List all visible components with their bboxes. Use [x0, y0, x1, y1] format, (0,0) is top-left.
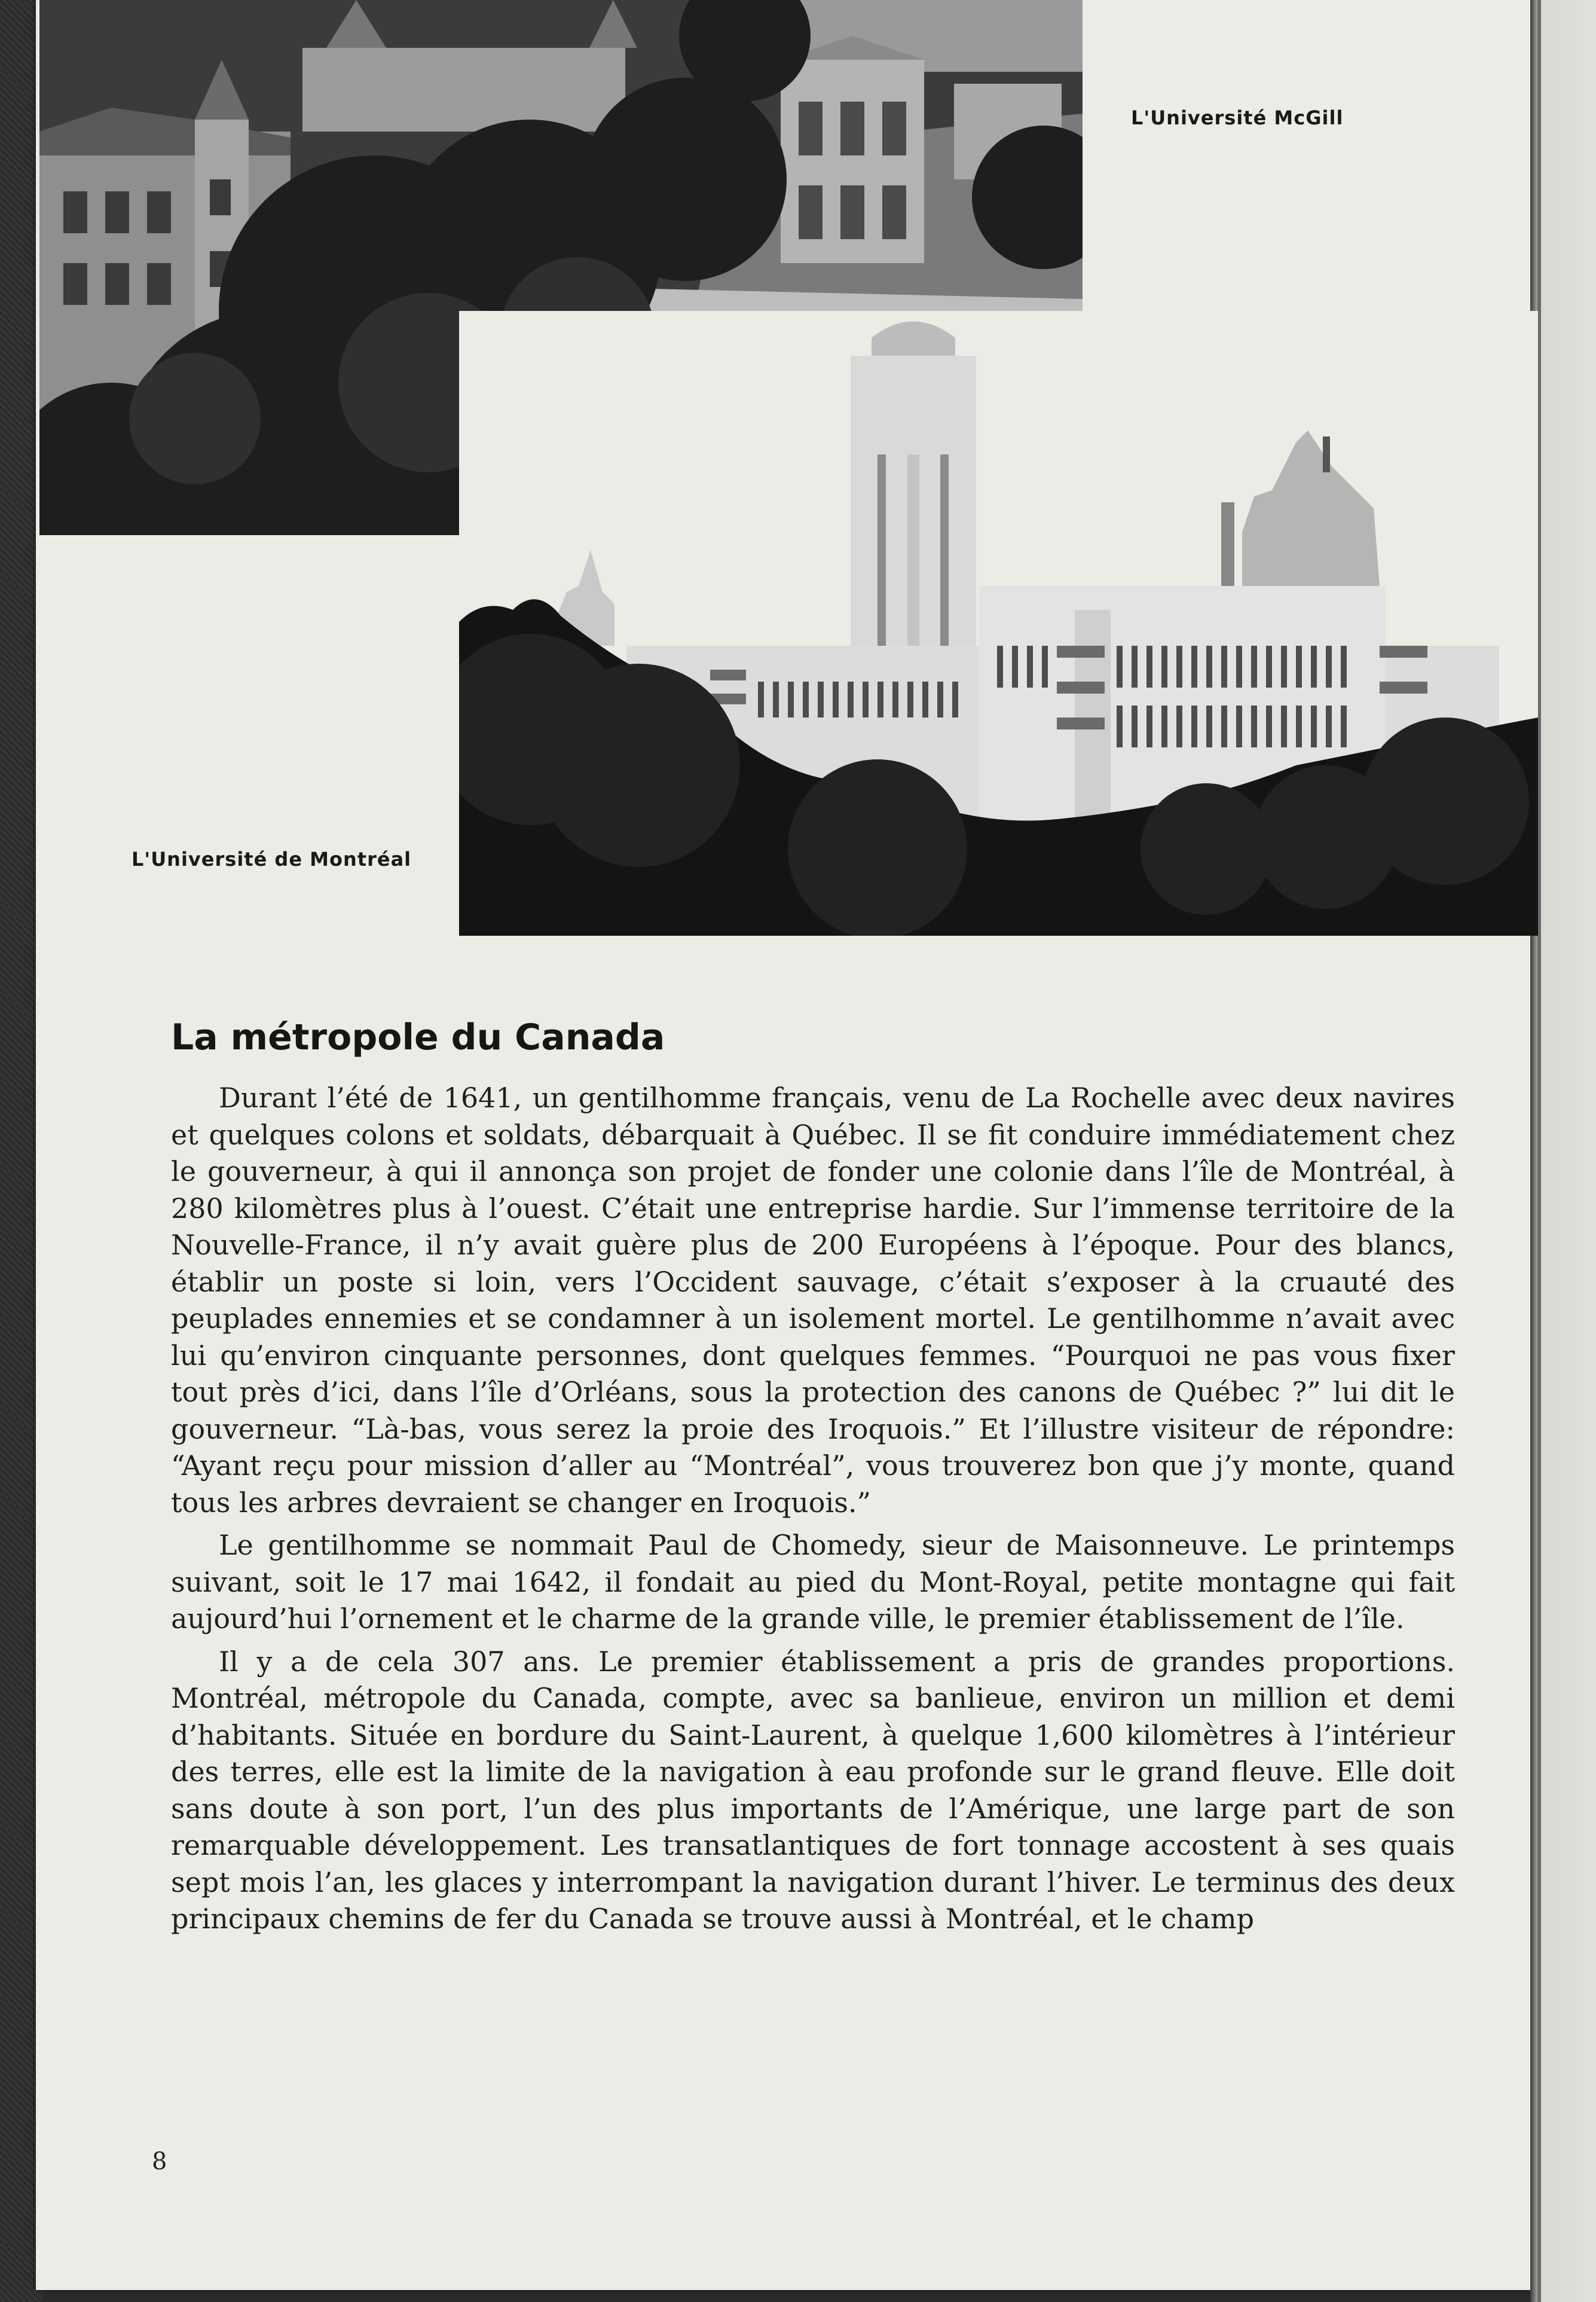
caption-universite-de-montreal: L'Université de Montréal — [132, 848, 412, 871]
page-number: 8 — [152, 2148, 167, 2175]
caption-mcgill: L'Université McGill — [1131, 106, 1344, 129]
photo-universite-de-montreal — [459, 311, 1538, 936]
article-paragraph: Il y a de cela 307 ans. Le premier établissement a pris de grandes proportions. Montréal, métropole du Canada, compte, avec sa banlieue, environ un million et demi d’habitants. Située en bordure du Saint-Laurent, à quelque 1,600 kilomètres à l’intérieur des terres, elle est la limite de la navigation à eau profonde sur le grand fleuve. Elle doit sans doute à son port, l’un des plus importants de l’Amérique, une large part de son remarquable développement. Les transatlantiques de fort tonnage accostent à ses quais sept mois l’an, les glaces y interrompant la navigation durant l’hiver. Le terminus des deux principaux chemins de fer du Canada se trouve aussi à Montréal, et le champ — [171, 1645, 1455, 1935]
article-title: La métropole du Canada — [171, 1016, 665, 1058]
article-body — [171, 1080, 1455, 1944]
article-paragraph: Durant l’été de 1641, un gentilhomme français, venu de La Rochelle avec deux navires et quelques colons et soldats, débarquait à Québec. Il se fit conduire immédiatement chez le gouverneur, à qui il annonça son projet de fonder une colonie dans l’île de Montréal, à 280 kilomètres plus à l’ouest. C’était une entreprise hardie. Sur l’immense territoire de la Nouvelle-France, il n’y avait guère plus de 200 Européens à l’époque. Pour des blancs, établir un poste si loin, vers l’Occident sauvage, c’était s’exposer à la cruauté des peuplades ennemies et se condamner à un isolement mortel. Le gentilhomme n’avait avec lui qu’environ cinquante personnes, dont quelques femmes. “Pourquoi ne pas vous fixer tout près d’ici, dans l’île d’Orléans, sous la protection des canons de Québec ?” lui dit le gouverneur. “Là-bas, vous serez la proie des Iroquois.” Et l’illustre visiteur de répondre: “Ayant reçu pour mission d’aller au “Montréal”, vous trouverez bon que j’y monte, quand tous les arbres devraient se changer en Iroquois.” — [171, 1082, 1455, 1519]
article-paragraph: Le gentilhomme se nommait Paul de Chomedy, sieur de Maisonneuve. Le printemps suivant, soit le 17 mai 1642, il fondait au pied du Mont-Royal, petite montagne qui fait aujourd’hui l’ornement et le charme de la grande ville, le premier établissement de l’île. — [171, 1529, 1455, 1635]
